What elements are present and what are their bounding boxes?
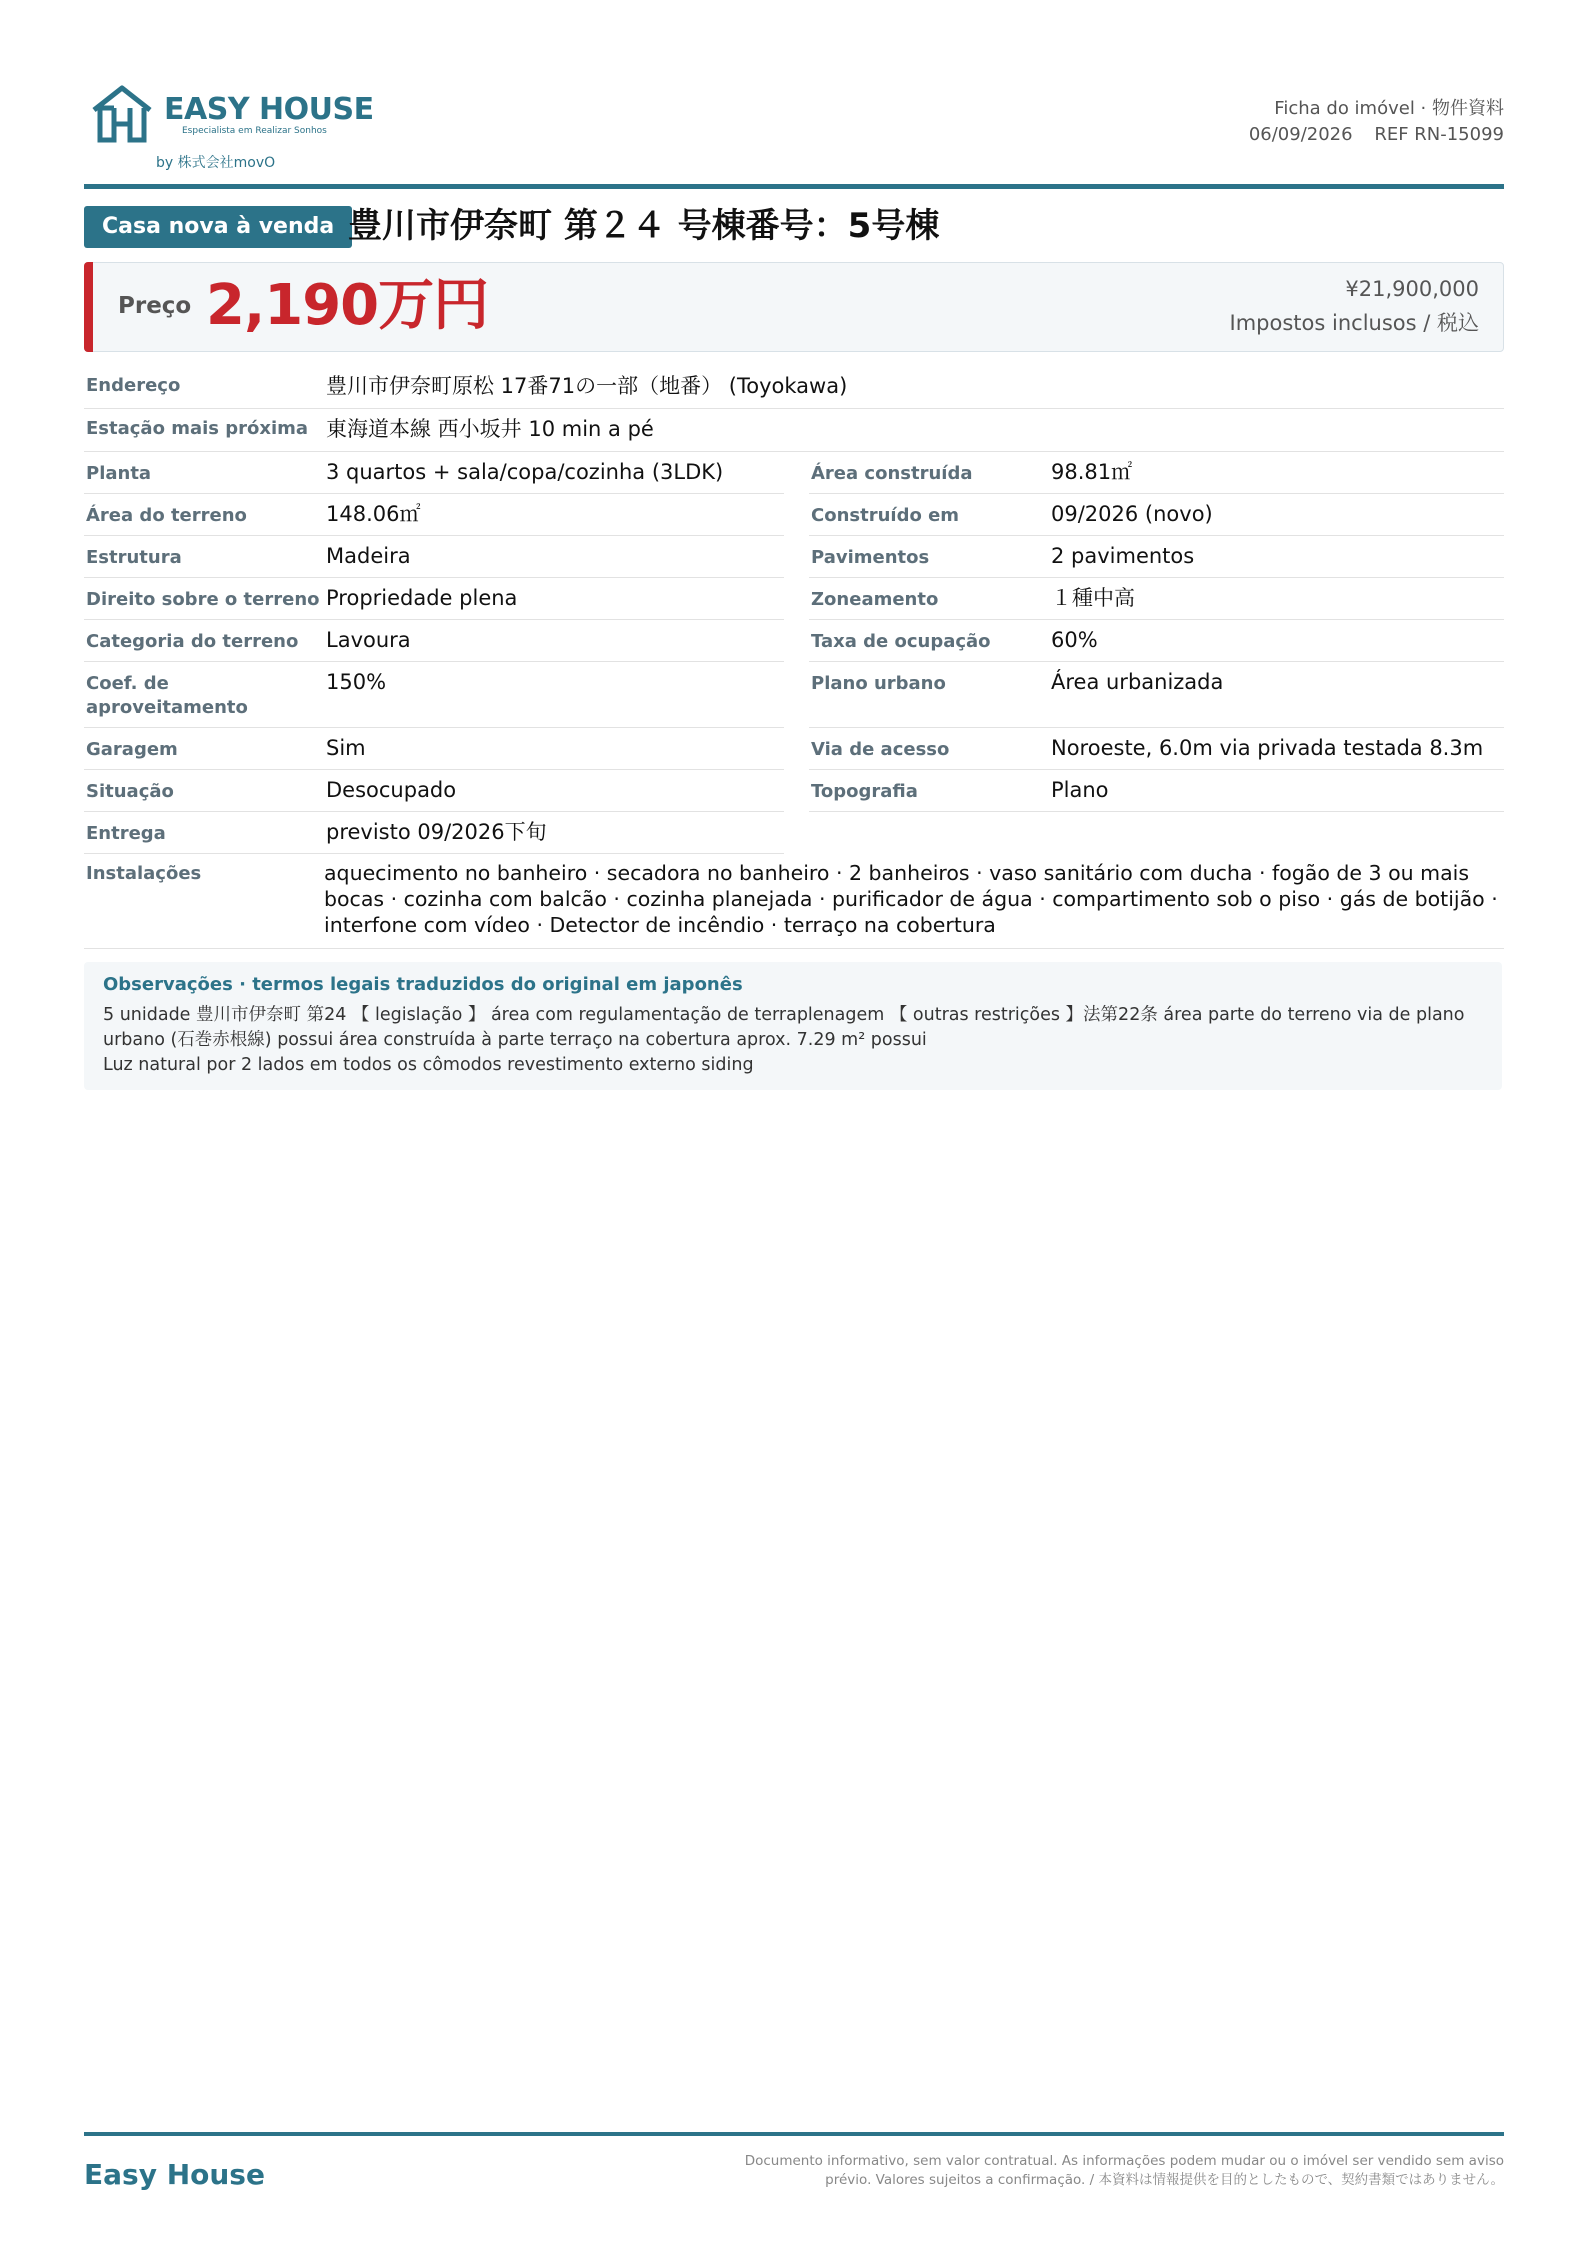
- spec-value: Área urbanizada: [1051, 670, 1224, 694]
- spec-cell-garage: [84, 728, 784, 770]
- spec-cell-topography: [809, 770, 1504, 812]
- spec-row-station: [84, 409, 1504, 452]
- spec-value: Noroeste, 6.0m via privada testada 8.3m: [1051, 736, 1484, 760]
- spec-row: [84, 770, 1504, 812]
- spec-value: Desocupado: [326, 778, 457, 802]
- document-date: 06/09/2026: [1248, 124, 1353, 145]
- title-row: [84, 206, 1504, 250]
- spec-row: [84, 620, 1504, 662]
- spec-cell-delivery: [84, 812, 784, 854]
- spec-label: Entrega: [86, 823, 166, 844]
- property-sheet: [84, 0, 1504, 2246]
- spec-value: previsto 09/2026下旬: [326, 820, 547, 844]
- spec-label: Estação mais próxima: [86, 418, 309, 439]
- footer-brand: Easy House: [84, 2158, 265, 2191]
- spec-cell-coverage: [809, 620, 1504, 662]
- spec-label: Área do terreno: [86, 505, 247, 526]
- spec-cell-land-area: [84, 494, 784, 536]
- spec-label: Estrutura: [86, 547, 182, 568]
- document-type: Ficha do imóvel · 物件資料: [1274, 98, 1504, 119]
- spec-value: Plano: [1051, 778, 1109, 802]
- spec-row: [84, 662, 1504, 728]
- spec-label: Pavimentos: [811, 547, 930, 568]
- spec-value: 09/2026 (novo): [1051, 502, 1213, 526]
- spec-label: Coef. de aproveitamento: [86, 673, 248, 718]
- spec-row: [84, 452, 1504, 494]
- disclaimer-line: prévio. Valores sujeitos a confirmação. / 本資料は情報提供を目的としたもので、契約書類ではありません。: [825, 2172, 1504, 2188]
- logo-company: by 株式会社movO: [156, 155, 276, 171]
- spec-value: Sim: [326, 736, 366, 760]
- spec-cell-far: [84, 662, 784, 728]
- spec-row-address: [84, 366, 1504, 409]
- spec-cell-road-access: [809, 728, 1504, 770]
- spec-value: 豊川市伊奈町原松 17番71の一部（地番） (Toyokawa): [326, 374, 848, 398]
- spec-row: [84, 812, 1504, 854]
- notes-line: 5 unidade 豊川市伊奈町 第24 【 legislação 】 área com regulamentação de terraplenagem 【 outras restrições 】法第22条 área parte do terreno via de plano: [103, 1005, 1465, 1025]
- property-title: 豊川市伊奈町 第２４ 号棟番号：5号棟: [348, 206, 940, 246]
- spec-value: 150%: [326, 670, 387, 694]
- spec-table: [84, 366, 1504, 949]
- spec-value: Madeira: [326, 544, 411, 568]
- spec-row: [84, 494, 1504, 536]
- spec-value: 98.81㎡: [1051, 460, 1133, 484]
- spec-label: Via de acesso: [811, 739, 950, 760]
- spec-cell-structure: [84, 536, 784, 578]
- footer-disclaimer: [745, 2152, 1504, 2190]
- spec-value: Lavoura: [326, 628, 411, 652]
- notes-line: Luz natural por 2 lados em todos os cômodos revestimento externo siding: [103, 1055, 754, 1075]
- header-divider: [84, 184, 1504, 189]
- spec-row-facilities: [84, 854, 1504, 949]
- spec-label: Plano urbano: [811, 673, 946, 694]
- spec-value: 東海道本線 西小坂井 10 min a pé: [326, 417, 654, 441]
- spec-cell-land-category: [84, 620, 784, 662]
- spec-value: 148.06㎡: [326, 502, 421, 526]
- spec-label: Taxa de ocupação: [811, 631, 991, 652]
- listing-type-badge: Casa nova à venda: [84, 206, 352, 248]
- spec-row: [84, 536, 1504, 578]
- logo-tagline: Especialista em Realizar Sonhos: [182, 126, 327, 136]
- spec-cell-layout: [84, 452, 784, 494]
- spec-cell-built-in: [809, 494, 1504, 536]
- logo-name: EASY HOUSE: [164, 92, 374, 127]
- spec-value: 3 quartos + sala/copa/cozinha (3LDK): [326, 460, 724, 484]
- spec-cell-land-right: [84, 578, 784, 620]
- header: [84, 78, 1504, 182]
- notes-body: [103, 1003, 1493, 1078]
- price-accent-bar: [84, 262, 93, 352]
- document-meta: [1249, 96, 1504, 148]
- price-tax-note: Impostos inclusos / 税込: [1229, 311, 1479, 335]
- spec-row: [84, 578, 1504, 620]
- spec-value: aquecimento no banheiro · secadora no banheiro · 2 banheiros · vaso sanitário com ducha · fogão de 3 ou mais bocas · cozinha com balcão · cozinha planejada · purificador de água · compartimento sob o piso · gás de botijão · interfone com vídeo · Detector de incêndio · terraço na cobertura: [324, 861, 1498, 937]
- spec-cell-status: [84, 770, 784, 812]
- notes-line: urbano (石巻赤根線) possui área construída à parte terraço na cobertura aprox. 7.29 m² possui: [103, 1030, 927, 1050]
- notes-title: Observações · termos legais traduzidos do original em japonês: [103, 974, 743, 995]
- spec-label: Zoneamento: [811, 589, 939, 610]
- spec-label: Área construída: [811, 463, 973, 484]
- logo: [90, 82, 374, 172]
- spec-row: [84, 728, 1504, 770]
- price-yen: ¥21,900,000: [1345, 277, 1479, 301]
- spec-cell-zoning: [809, 578, 1504, 620]
- house-logo-icon: [90, 84, 154, 144]
- spec-value: 60%: [1051, 628, 1098, 652]
- spec-label: Situação: [86, 781, 174, 802]
- spec-label: Topografia: [811, 781, 918, 802]
- spec-label: Planta: [86, 463, 152, 484]
- spec-label: Instalações: [86, 863, 202, 884]
- spec-label: Categoria do terreno: [86, 631, 299, 652]
- spec-value: １種中高: [1051, 586, 1135, 610]
- footer-divider: [84, 2132, 1504, 2136]
- price-label: Preço: [118, 293, 192, 319]
- spec-cell-built-area: [809, 452, 1504, 494]
- price-box: [84, 262, 1504, 352]
- spec-label: Construído em: [811, 505, 960, 526]
- spec-label: Endereço: [86, 375, 181, 396]
- spec-value: 2 pavimentos: [1051, 544, 1195, 568]
- spec-cell-floors: [809, 536, 1504, 578]
- spec-label: Garagem: [86, 739, 178, 760]
- notes-box: [84, 962, 1502, 1090]
- document-ref: REF RN-15099: [1374, 124, 1504, 145]
- spec-label: Direito sobre o terreno: [86, 589, 320, 610]
- price-value: 2,190万円: [206, 273, 489, 338]
- spec-cell-urban-plan: [809, 662, 1504, 728]
- spec-value: Propriedade plena: [326, 586, 518, 610]
- disclaimer-line: Documento informativo, sem valor contratual. As informações podem mudar ou o imóvel ser vendido sem aviso: [744, 2153, 1504, 2169]
